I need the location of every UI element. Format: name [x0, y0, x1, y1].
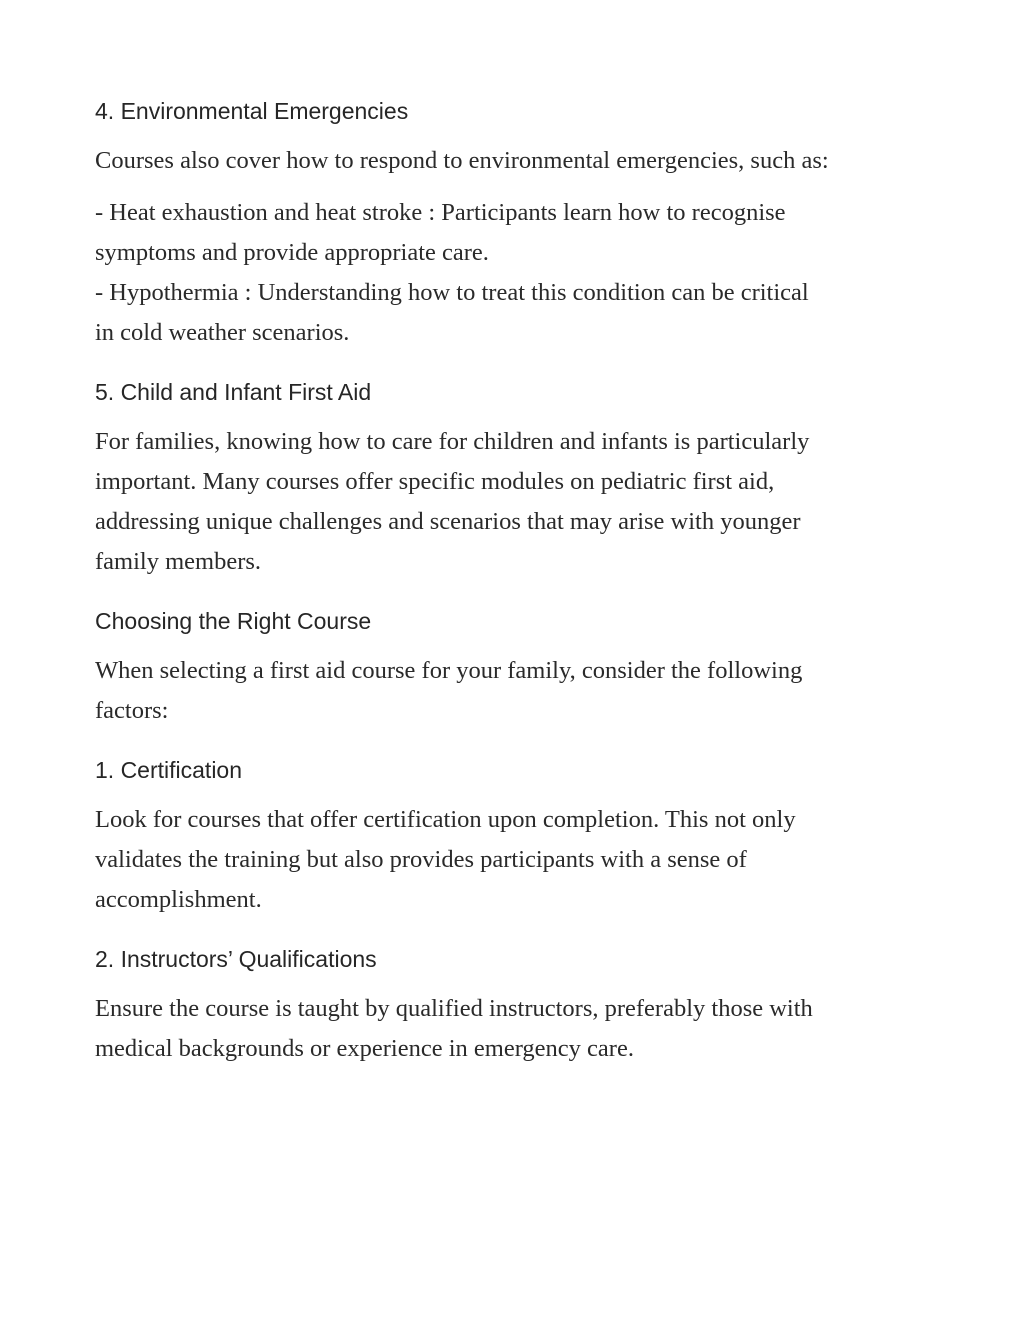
child-infant-paragraph	[95, 422, 925, 582]
section-heading-instructors-qualifications: 2. Instructors’ Qualifications	[95, 946, 377, 972]
bullet-hypothermia-continued: in cold weather scenarios.	[95, 319, 350, 346]
text-line: For families, knowing how to care for children and infants is particularly	[95, 428, 810, 455]
section-heading-choosing-right-course: Choosing the Right Course	[95, 608, 372, 634]
text-line: factors:	[95, 697, 169, 724]
text-line: addressing unique challenges and scenarios that may arise with younger	[95, 508, 801, 535]
section-heading-environmental-emergencies: 4. Environmental Emergencies	[95, 98, 409, 124]
text-line: When selecting a first aid course for your family, consider the following	[95, 657, 803, 684]
text-line: important. Many courses offer specific modules on pediatric first aid,	[95, 468, 775, 495]
bullet-heat-exhaustion-continued: symptoms and provide appropriate care.	[95, 239, 489, 266]
text-line: Look for courses that offer certification upon completion. This not only	[95, 806, 796, 833]
certification-paragraph	[95, 800, 925, 920]
text-line: medical backgrounds or experience in emergency care.	[95, 1035, 634, 1062]
text-line: family members.	[95, 548, 262, 575]
environmental-intro-paragraph	[95, 141, 925, 181]
environmental-bullet-list	[95, 193, 925, 353]
bullet-heat-exhaustion: - Heat exhaustion and heat stroke : Participants learn how to recognise	[95, 199, 786, 226]
choosing-course-paragraph	[95, 651, 925, 731]
text-line: accomplishment.	[95, 886, 262, 913]
section-heading-child-infant-first-aid: 5. Child and Infant First Aid	[95, 379, 372, 405]
bullet-hypothermia: - Hypothermia : Understanding how to treat this condition can be critical	[95, 279, 809, 306]
text-line: Courses also cover how to respond to environmental emergencies, such as:	[95, 147, 829, 174]
section-heading-certification: 1. Certification	[95, 757, 243, 783]
text-line: Ensure the course is taught by qualified instructors, preferably those with	[95, 995, 813, 1022]
instructors-paragraph	[95, 989, 925, 1069]
text-line: validates the training but also provides participants with a sense of	[95, 846, 747, 873]
